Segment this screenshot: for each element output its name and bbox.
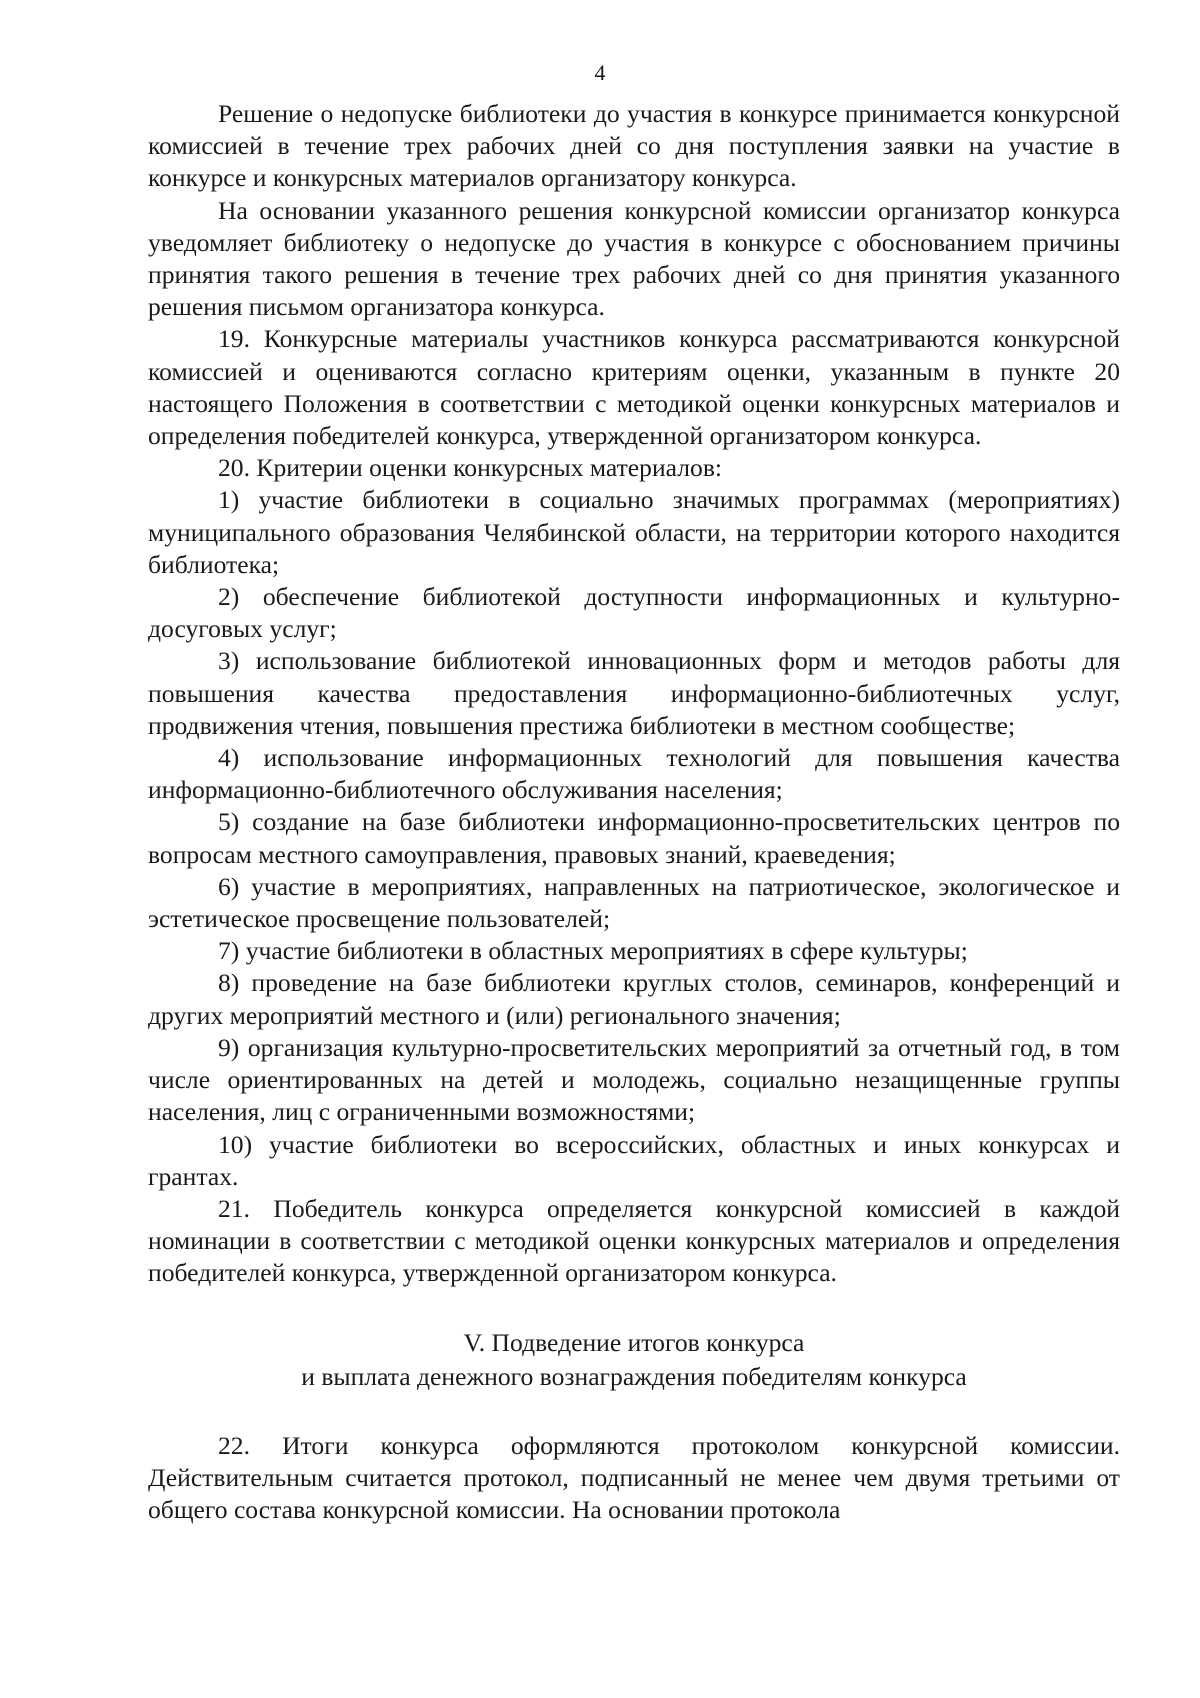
section-heading [148,1326,1120,1394]
list-item: 3) использование библиотекой инновационных форм и методов работы для повышения качества предоставления информационно-библиотечных услуг, продвижения чтения, повышения престижа библиотеки в местном сообществе; [148,646,1120,740]
section-heading-line1: V. Подведение итогов конкурса [463,1327,805,1357]
paragraph: 22. Итоги конкурса оформляются протоколом конкурсной комиссии. Действительным считается протокол, подписанный не менее чем двумя третьими от общего состава конкурсной комиссии. На основании протокола [148,1430,1120,1524]
list-item: 2) обеспечение библиотекой доступности информационных и культурно-досуговых услуг; [148,582,1120,644]
paragraph: Решение о недопуске библиотеки до участия в конкурсе принимается конкурсной комиссией в течение трех рабочих дней со дня поступления заявки на участие в конкурсе и конкурсных материалов организатору конкурса. [148,99,1120,193]
list-item: 9) организация культурно-просветительских мероприятий за отчетный год, в том числе ориентированных на детей и молодежь, социально незащищенные группы населения, лиц с ограниченными возможностями; [148,1032,1120,1127]
document-body [148,98,1120,1526]
list-item: 7) участие библиотеки в областных мероприятиях в сфере культуры; [218,936,968,966]
list-item: 6) участие в мероприятиях, направленных на патриотическое, экологическое и эстетическое просвещение пользователей; [148,871,1120,934]
list-item: 5) создание на базе библиотеки информационно-просветительских центров по вопросам местного самоуправления, правовых знаний, краеведения; [148,807,1120,869]
paragraph: 20. Критерии оценки конкурсных материалов: [218,453,723,483]
page-number: 4 [594,60,606,85]
list-item: 4) использование информационных технологий для повышения качества информационно-библиотечного обслуживания населения; [148,743,1120,805]
paragraph: 19. Конкурсные материалы участников конкурса рассматриваются конкурсной комиссией и оцениваются согласно критериям оценки, указанным в пункте 20 настоящего Положения в соответствии с методикой оценки конкурсных материалов и определения победителей конкурса, утвержденной организатором конкурса. [148,324,1120,451]
section-heading-line2: и выплата денежного вознаграждения победителям конкурса [301,1361,967,1391]
list-item: 10) участие библиотеки во всероссийских, областных и иных конкурсах и грантах. [148,1129,1120,1191]
list-item: 1) участие библиотеки в социально значимых программах (мероприятиях) муниципального образования Челябинской области, на территории которого находится библиотека; [148,485,1120,579]
paragraph: На основании указанного решения конкурсной комиссии организатор конкурса уведомляет библиотеку о недопуске до участия в конкурсе с обоснованием причины принятия такого решения в течение трех рабочих дней со дня принятия указанного решения письмом организатора конкурса. [148,195,1120,322]
list-item: 8) проведение на базе библиотеки круглых столов, семинаров, конференций и других мероприятий местного и (или) регионального значения; [148,968,1120,1030]
paragraph: 21. Победитель конкурса определяется конкурсной комиссией в каждой номинации в соответствии с методикой оценки конкурсных материалов и определения победителей конкурса, утвержденной организатором конкурса. [148,1193,1120,1288]
